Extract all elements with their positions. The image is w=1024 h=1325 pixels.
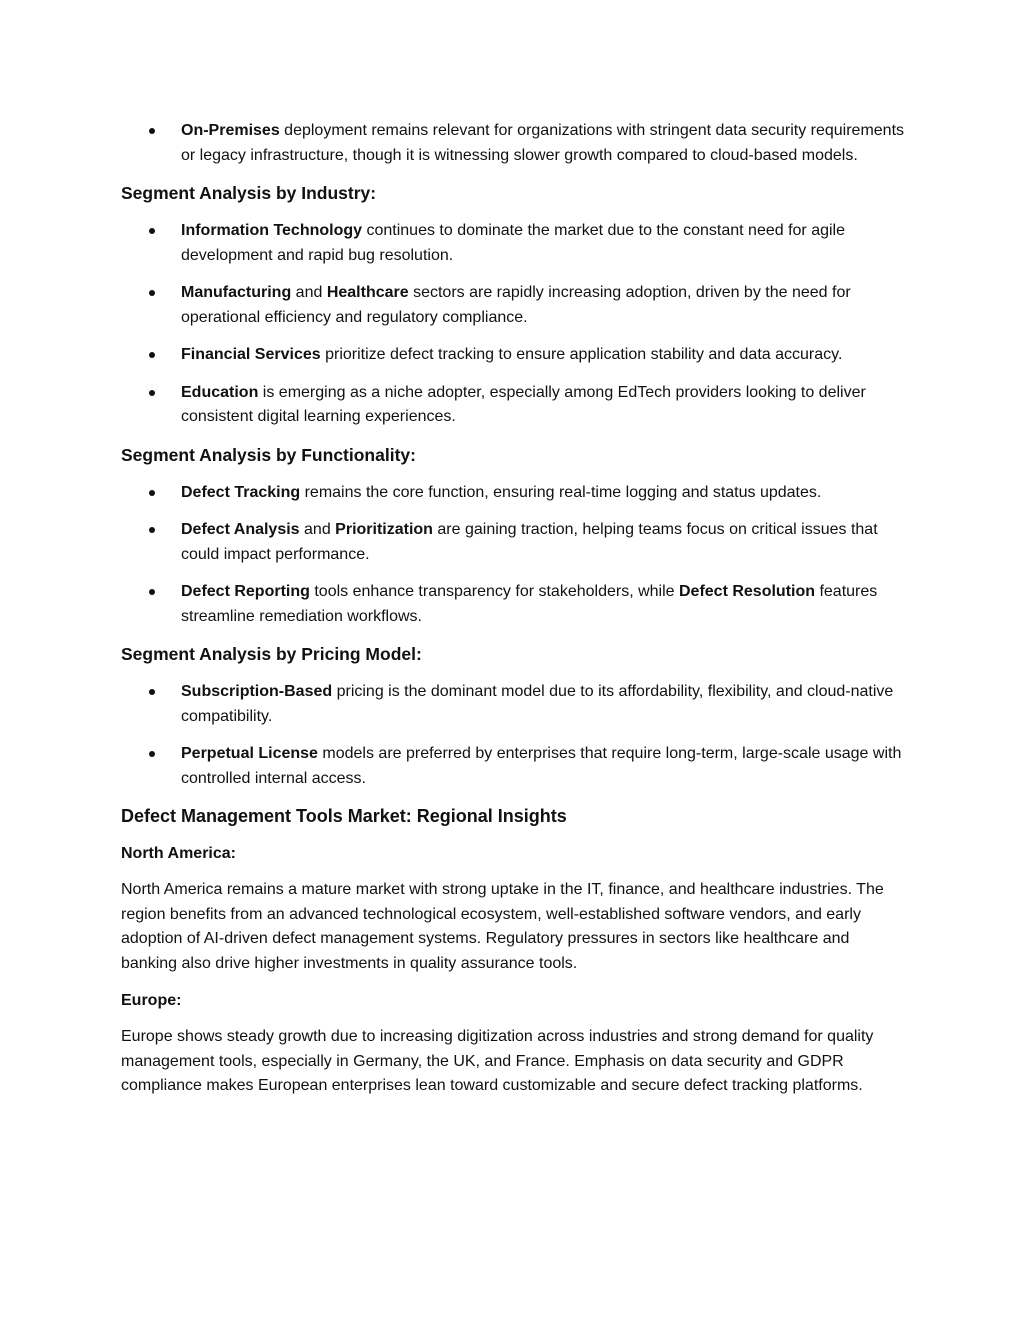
- bullet-icon: [149, 589, 155, 595]
- list-item: [121, 343, 906, 368]
- item-text: continues to dominate the market due to the constant need for agile development and rapid bug resolution.: [181, 222, 846, 264]
- bullet-icon: [149, 128, 155, 134]
- industry-list: [121, 219, 906, 430]
- list-item: [121, 680, 906, 729]
- europe-heading: Europe:: [121, 992, 182, 1009]
- bold-term: Defect Resolution: [679, 583, 816, 600]
- item-text: remains the core function, ensuring real-time logging and status updates.: [300, 483, 822, 501]
- north-america-heading: North America:: [121, 845, 236, 862]
- bold-term: Defect Analysis: [181, 521, 300, 538]
- item-text: tools enhance transparency for stakeholders, while: [309, 583, 679, 600]
- bold-term: Subscription-Based: [181, 683, 333, 700]
- europe-paragraph: Europe shows steady growth due to increasing digitization across industries and strong demand for quality management tools, especially in Germany, the UK, and France. Emphasis on data security and GDPR compliance makes European enterprises lean toward customizable and secure defect tracking platforms.: [121, 1028, 874, 1094]
- north-america-paragraph: North America remains a mature market with strong uptake in the IT, finance, and healthcare industries. The region benefits from an advanced technological ecosystem, well-established software vendors, and early adoption of AI-driven defect management systems. Regulatory pressures in sectors like healthcare and banking also drive higher investments in quality assurance tools.: [121, 881, 884, 972]
- item-text: prioritize defect tracking to ensure application stability and data accuracy.: [320, 346, 843, 363]
- item-text: pricing is the dominant model due to its affordability, flexibility, and cloud-native compatibility.: [181, 683, 894, 725]
- bold-term: Financial Services: [181, 346, 321, 363]
- list-item: [121, 518, 906, 567]
- bold-term: Prioritization: [335, 521, 433, 538]
- bullet-icon: [149, 228, 155, 234]
- item-text: and: [299, 521, 336, 538]
- bold-term: Manufacturing: [181, 284, 292, 301]
- item-text: and: [291, 284, 327, 301]
- bold-term: Perpetual License: [181, 745, 318, 762]
- bold-term: Healthcare: [326, 284, 409, 301]
- pricing-list: [121, 680, 906, 791]
- bold-term: On-Premises: [181, 122, 280, 139]
- bullet-icon: [149, 490, 155, 496]
- item-text: deployment remains relevant for organizations with stringent data security requirements or legacy infrastructure, though it is witnessing slower growth compared to cloud-based models.: [181, 122, 905, 164]
- list-item: [121, 119, 906, 168]
- deployment-list: [121, 119, 906, 168]
- item-text: is emerging as a niche adopter, especially among EdTech providers looking to deliver consistent digital learning experiences.: [181, 383, 866, 425]
- bullet-icon: [149, 352, 155, 358]
- bullet-icon: [149, 527, 155, 533]
- list-item: [121, 580, 906, 629]
- item-text: features streamline remediation workflows.: [181, 583, 878, 625]
- regional-insights-title: Defect Management Tools Market: Regional Insights: [121, 806, 567, 826]
- bullet-icon: [149, 290, 155, 296]
- list-item: [121, 481, 906, 506]
- list-item: [121, 742, 906, 791]
- bullet-icon: [149, 390, 155, 396]
- bold-term: Defect Reporting: [181, 583, 310, 600]
- list-item: [121, 381, 906, 430]
- functionality-heading: Segment Analysis by Functionality:: [121, 444, 416, 465]
- bold-term: Defect Tracking: [181, 483, 301, 501]
- bold-term: Education: [181, 383, 259, 401]
- pricing-heading: Segment Analysis by Pricing Model:: [121, 644, 422, 664]
- item-text: sectors are rapidly increasing adoption, driven by the need for operational efficiency and regulatory compliance.: [181, 284, 851, 326]
- bold-term: Information Technology: [181, 222, 363, 239]
- industry-heading: Segment Analysis by Industry:: [121, 183, 377, 203]
- bullet-icon: [149, 751, 155, 757]
- item-text: models are preferred by enterprises that require long-term, large-scale usage with controlled internal access.: [181, 745, 902, 787]
- bullet-icon: [149, 689, 155, 695]
- list-item: [121, 281, 906, 330]
- item-text: are gaining traction, helping teams focus on critical issues that could impact performance.: [181, 521, 878, 563]
- list-item: [121, 219, 906, 268]
- functionality-list: [121, 481, 906, 630]
